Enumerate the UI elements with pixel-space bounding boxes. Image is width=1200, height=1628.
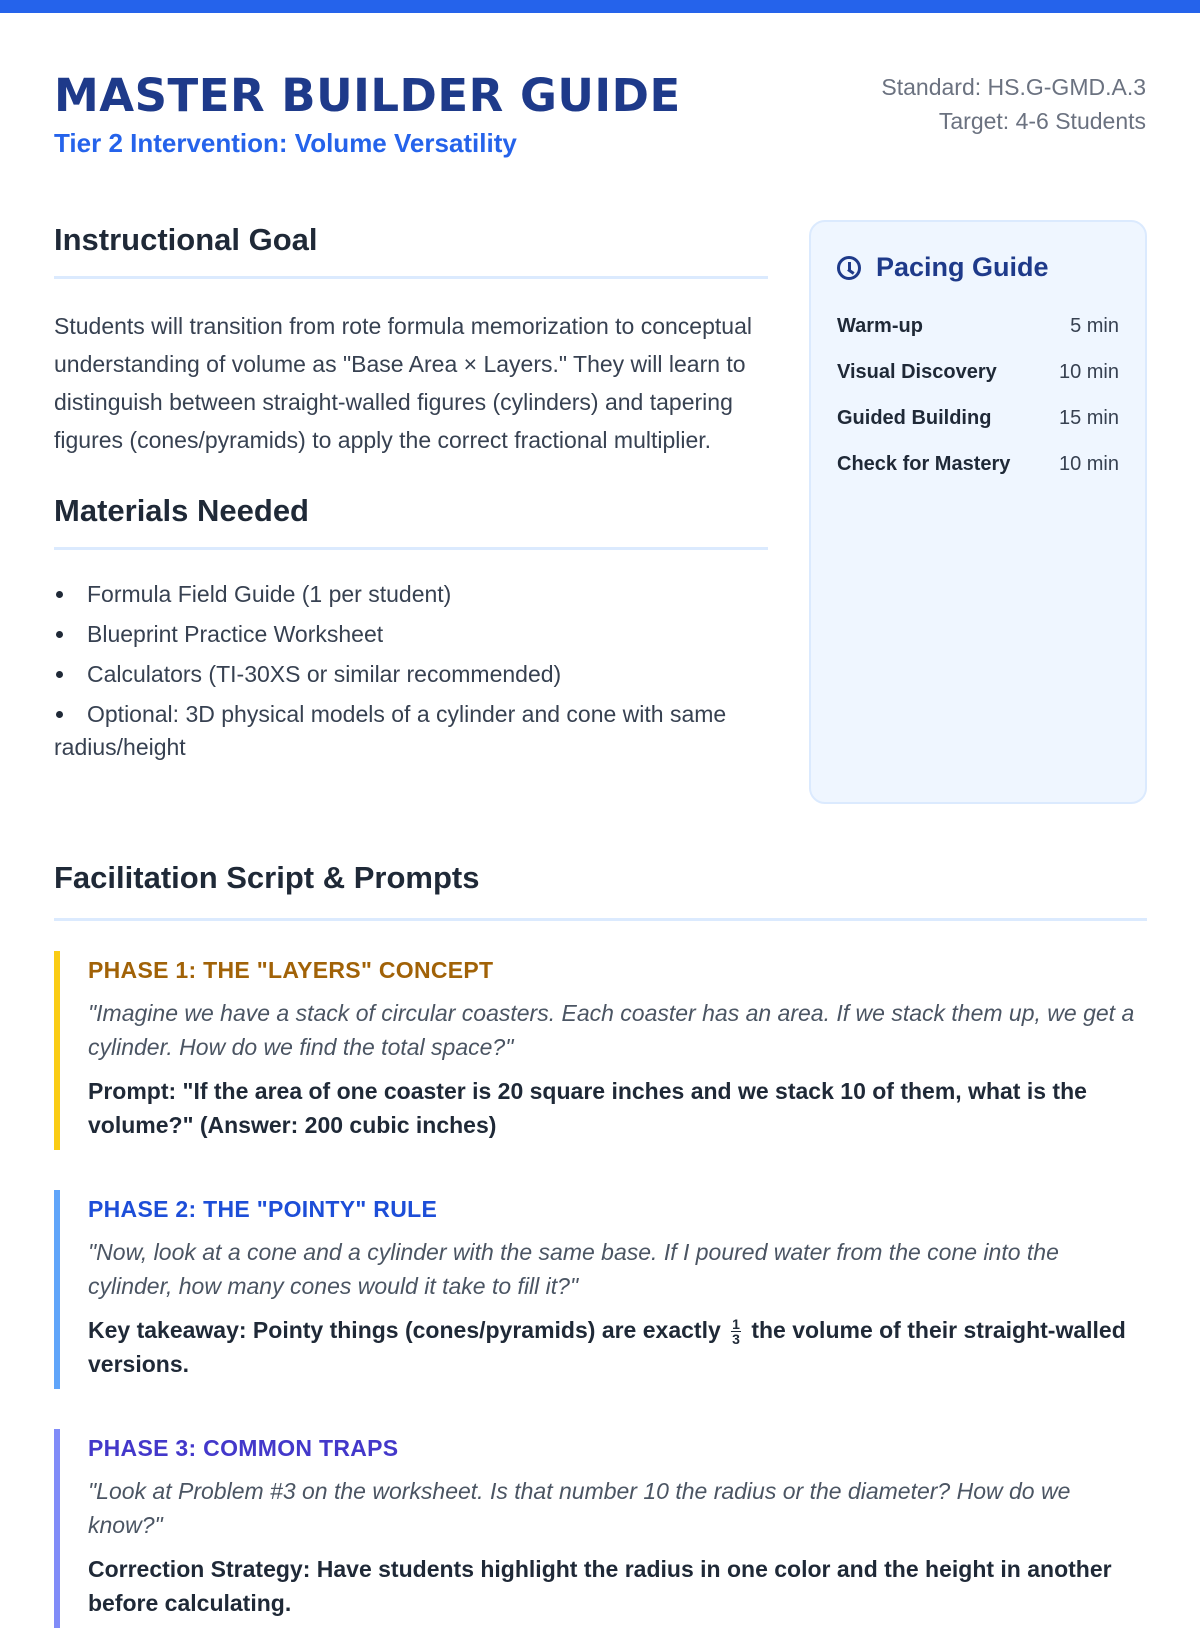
materials-heading: Materials Needed [54,493,768,550]
one-third-fraction [731,1317,741,1346]
phase-prompt: Correction Strategy: Have students highlight the radius in one color and the height in another before calculating. [88,1556,1112,1616]
phase-prompt: Prompt: "If the area of one coaster is 20 square inches and we stack 10 of them, what is the volume?" (Answer: 200 cubic inches) [88,1078,1087,1138]
pacing-duration: 5 min [1070,314,1119,337]
takeaway-text-end: the volume of their straight-walled versions. [88,1317,1126,1377]
fraction-denominator: 3 [732,1331,740,1348]
phase-title: PHASE 2: THE "POINTY" RULE [88,1196,438,1222]
pacing-row [837,349,1119,395]
pacing-duration: 10 min [1058,360,1119,383]
standard-label: Standard: HS.G-GMD.A.3 [881,74,1146,100]
goal-heading: Instructional Goal [54,222,768,279]
header-meta [881,70,1146,138]
materials-list [54,578,768,764]
list-item: Calculators (TI-30XS or similar recommended) [54,658,768,691]
phase-2-block [54,1190,1147,1389]
target-label: Target: 4-6 Students [938,108,1146,134]
pacing-duration: 15 min [1058,406,1119,429]
main-column [54,222,768,771]
page-title: MASTER BUILDER GUIDE [54,69,681,122]
pacing-row [837,395,1119,441]
facilitation-section [54,860,1147,1628]
pacing-activity: Check for Mastery [837,452,1011,475]
goal-text: Students will transition from rote formula memorization to conceptual understanding of volume as "Base Area × Layers." They will learn to distinguish between straight-walled figures (cylinders) and tapering figures (cones/pyramids) to apply the correct fractional multiplier. [54,313,752,453]
facilitation-heading: Facilitation Script & Prompts [54,860,1147,921]
phase-quote: "Imagine we have a stack of circular coasters. Each coaster has an area. If we stack them up, we get a cylinder. How do we find the total space?" [88,1000,1135,1060]
list-item: Optional: 3D physical models of a cylinder and cone with same radius/height [54,698,768,764]
pacing-activity: Guided Building [837,406,992,429]
page-subtitle: Tier 2 Intervention: Volume Versatility [54,128,517,158]
pacing-guide-card [809,220,1147,804]
list-item: Blueprint Practice Worksheet [54,618,768,651]
pacing-duration: 10 min [1058,452,1119,475]
page-header [54,70,1146,170]
clock-icon [837,256,861,280]
phase-1-block [54,951,1147,1150]
phase-prompt [88,1313,1147,1381]
phase-title: PHASE 1: THE "LAYERS" CONCEPT [88,957,494,983]
pacing-title: Pacing Guide [876,252,1049,282]
pacing-row [837,303,1119,349]
pacing-heading [837,252,1119,283]
phase-3-block [54,1429,1147,1628]
phase-quote: "Look at Problem #3 on the worksheet. Is that number 10 the radius or the diameter? How do we know?" [88,1478,1071,1538]
top-accent-bar [0,0,1200,13]
pacing-activity: Visual Discovery [837,360,997,383]
pacing-activity: Warm-up [837,314,923,337]
list-item: Formula Field Guide (1 per student) [54,578,768,611]
phase-title: PHASE 3: COMMON TRAPS [88,1435,399,1461]
pacing-row [837,441,1119,487]
fraction-numerator: 1 [732,1316,740,1333]
takeaway-text: Key takeaway: Pointy things (cones/pyramids) are exactly [88,1317,721,1343]
phase-quote: "Now, look at a cone and a cylinder with the same base. If I poured water from the cone into the cylinder, how many cones would it take to fill it?" [88,1239,1059,1299]
